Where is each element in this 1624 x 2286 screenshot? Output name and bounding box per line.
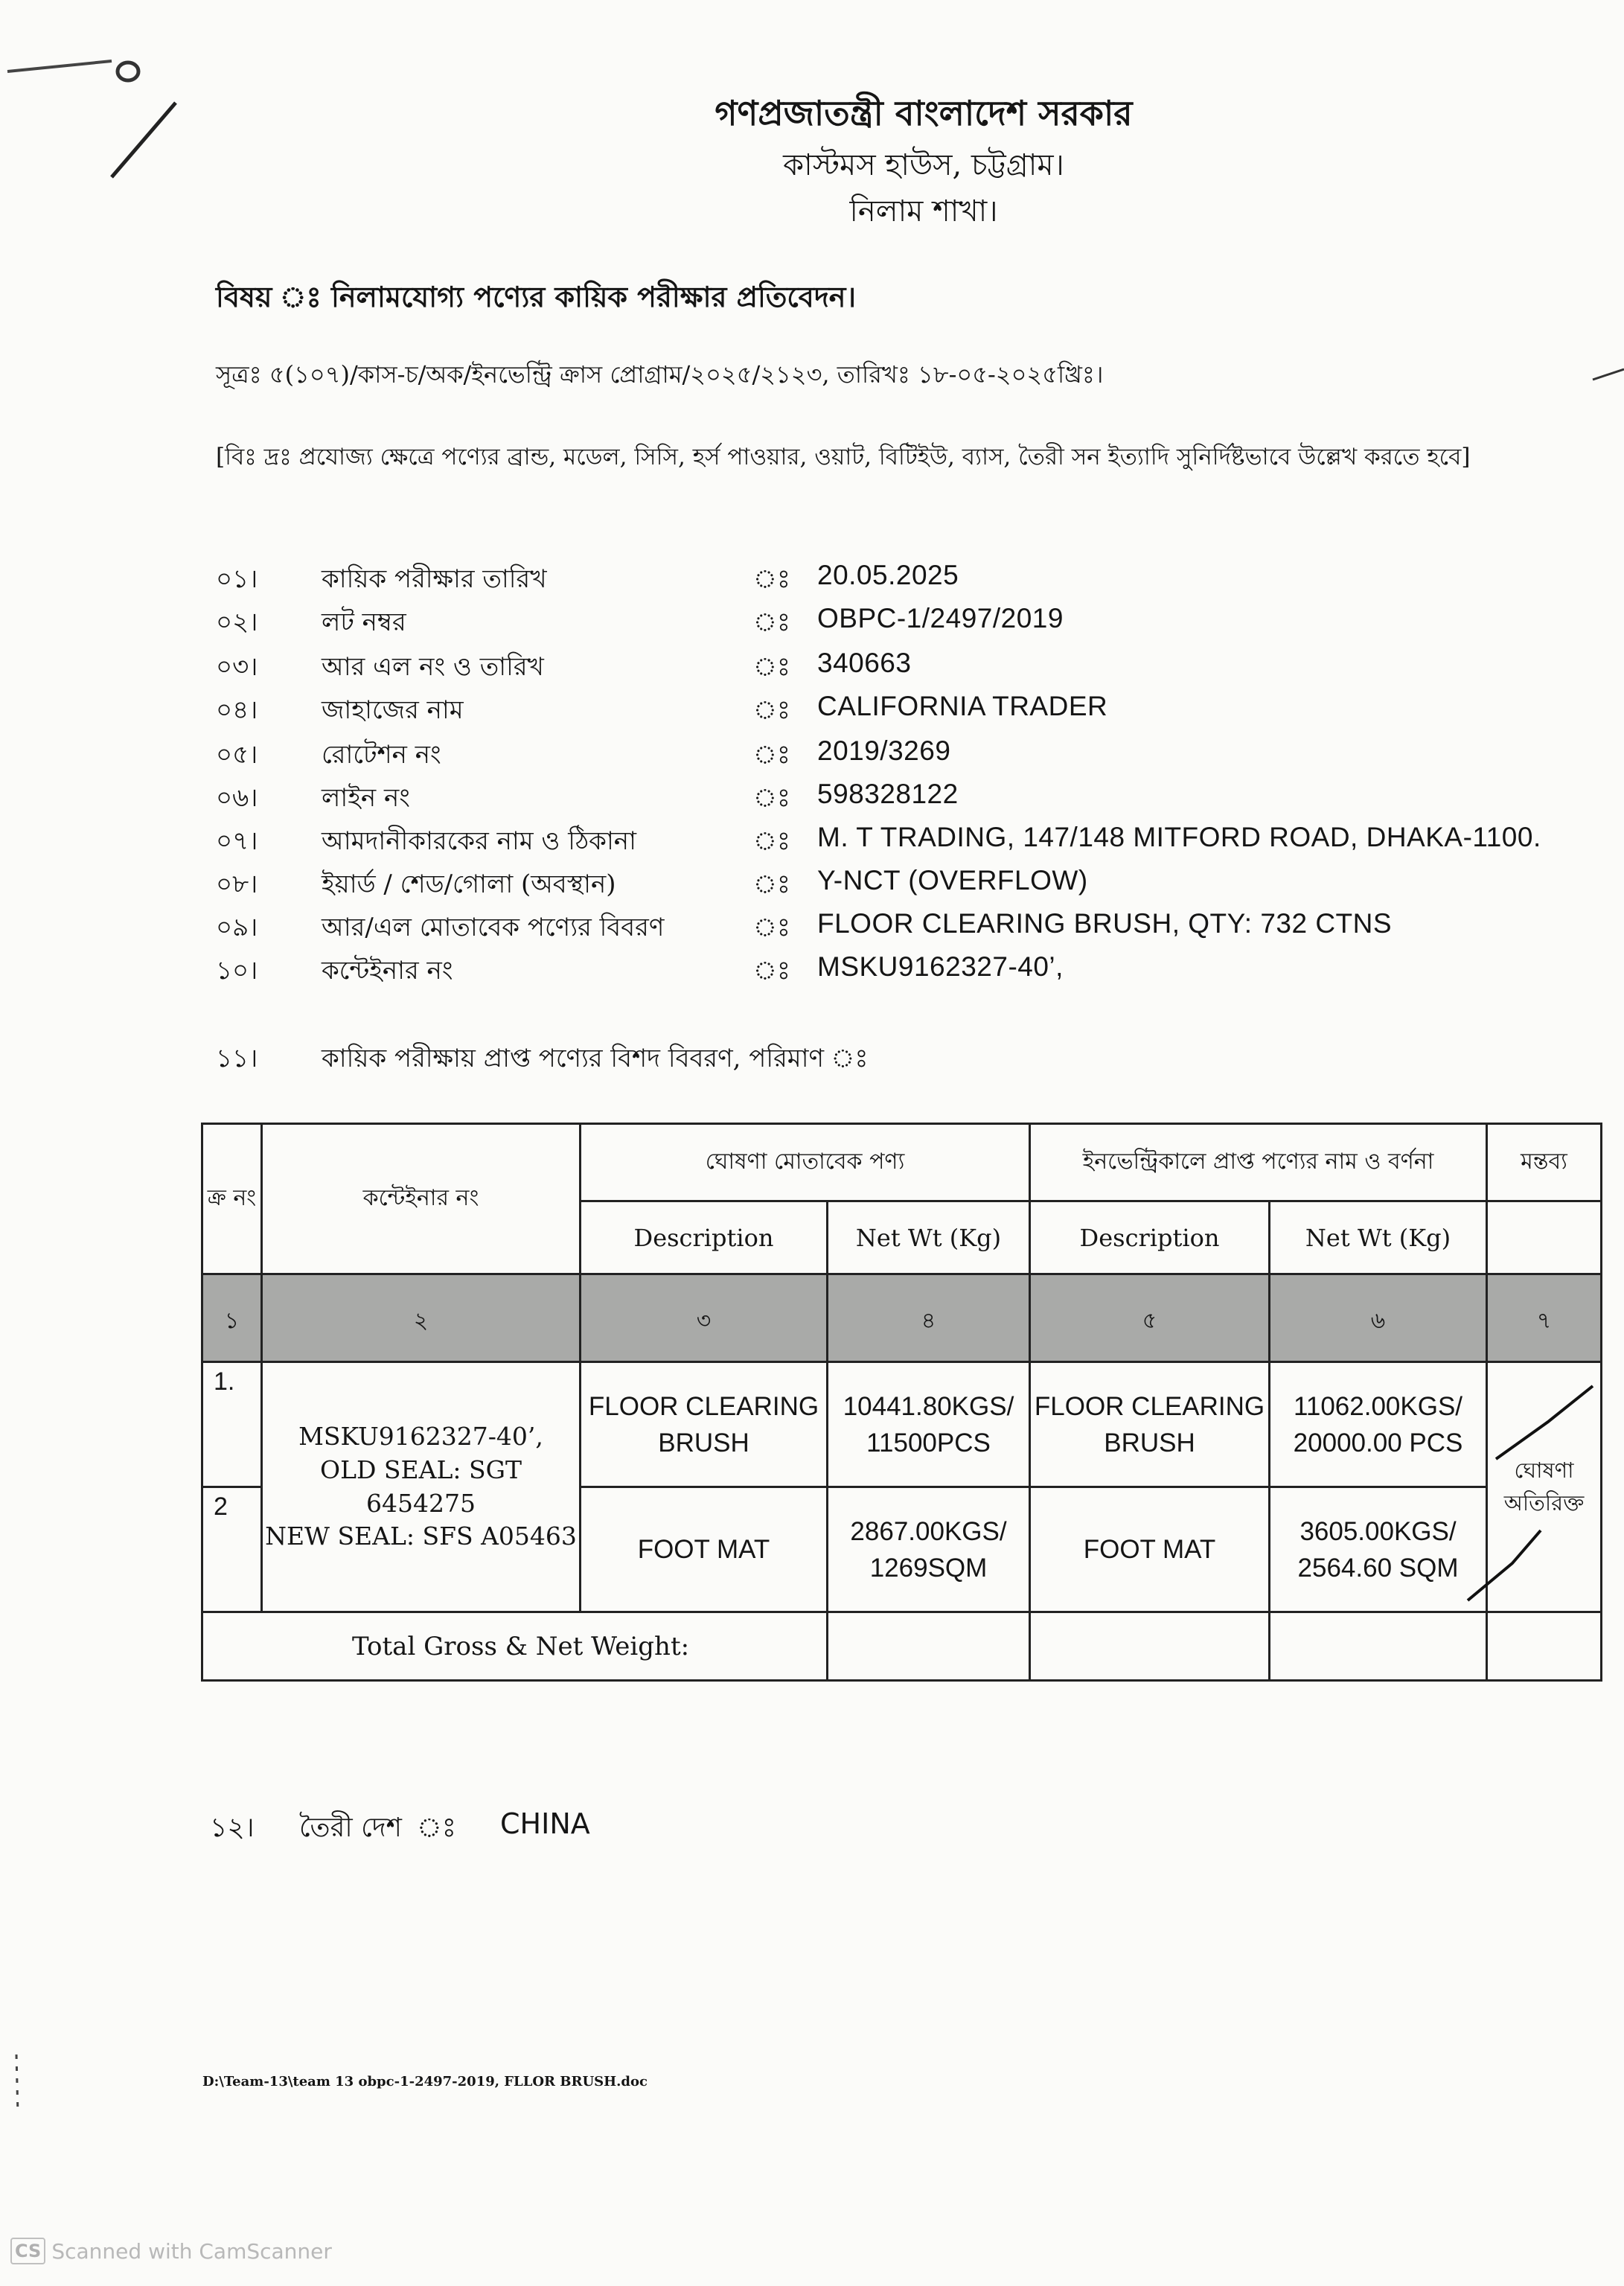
found-description: FLOOR CLEARING BRUSH <box>1030 1362 1270 1487</box>
header-declared: ঘোষণা মোতাবেক পণ্য <box>581 1124 1030 1201</box>
field-value: 2019/3269 <box>817 735 951 766</box>
index-cell: ১ <box>202 1274 262 1362</box>
field-colon: ঃ <box>753 652 790 682</box>
remark-check-bottom <box>1468 1530 1541 1600</box>
field-colon: ঃ <box>753 956 790 986</box>
field-colon: ঃ <box>753 695 790 725</box>
field-number: ০৮। <box>216 869 258 899</box>
row-serial: 2 <box>202 1487 262 1612</box>
field-value: 20.05.2025 <box>817 560 959 590</box>
header-remarks: মন্তব্য <box>1487 1124 1602 1201</box>
declared-description: FLOOR CLEARING BRUSH <box>581 1362 828 1487</box>
field-label: আর এল নং ও তারিখ <box>322 652 544 682</box>
row-serial: 1. <box>202 1362 262 1487</box>
remark-check-top <box>1496 1386 1593 1459</box>
found-net-weight: 3605.00KGS/ 2564.60 SQM <box>1270 1487 1487 1612</box>
branch-name: নিলাম শাখা। <box>849 194 998 229</box>
office-name: কাস্টমস হাউস, চট্টগ্রাম। <box>783 148 1064 182</box>
total-label: Total Gross & Net Weight: <box>202 1612 828 1681</box>
field-number: ০১। <box>216 564 258 594</box>
field-label: আমদানীকারকের নাম ও ঠিকানা <box>322 826 636 856</box>
field-label: লাইন নং <box>322 783 410 813</box>
field-number: ০৩। <box>216 652 258 682</box>
old-seal: OLD SEAL: SGT 6454275 <box>320 1455 522 1518</box>
header-found: ইনভেন্ট্রিকালে প্রাপ্ত পণ্যের নাম ও বর্ণনা <box>1030 1124 1487 1201</box>
field-value: MSKU9162327-40’, <box>817 951 1064 982</box>
field-label: জাহাজের নাম <box>322 695 464 725</box>
index-cell: ৬ <box>1270 1274 1487 1362</box>
field-value: FLOOR CLEARING BRUSH, QTY: 732 CTNS <box>817 908 1393 939</box>
note-line: [বিঃ দ্রঃ প্রযোজ্য ক্ষেত্রে পণ্যের ব্রান্ড, মডেল, সিসি, হর্স পাওয়ার, ওয়াট, বিটিইউ, ব্যাস, তৈরী সন ইত্যাদি সুনির্দিষ্টভাবে উল্লেখ করতে হবে] <box>216 444 1471 470</box>
margin-tick <box>1593 369 1624 380</box>
country-of-origin-value: CHINA <box>500 1807 590 1840</box>
header-found-netwt: Net Wt (Kg) <box>1270 1201 1487 1274</box>
index-cell: ৪ <box>828 1274 1030 1362</box>
field-number: ০৪। <box>216 695 258 725</box>
index-cell: ৩ <box>581 1274 828 1362</box>
pen-stroke <box>112 103 176 177</box>
declared-net-weight: 10441.80KGS/ 11500PCS <box>828 1362 1030 1487</box>
field-colon: ঃ <box>753 564 790 594</box>
field-number: ০২। <box>216 607 258 637</box>
field-label: লট নম্বর <box>322 607 406 637</box>
field-value: Y-NCT (OVERFLOW) <box>817 865 1088 895</box>
header-container: কন্টেইনার নং <box>262 1124 581 1274</box>
field-colon: ঃ <box>753 826 790 856</box>
government-title: গণপ্রজাতন্ত্রী বাংলাদেশ সরকার <box>715 93 1133 133</box>
found-description: FOOT MAT <box>1030 1487 1270 1612</box>
declared-net-weight: 2867.00KGS/ 1269SQM <box>828 1487 1030 1612</box>
field-colon: ঃ <box>753 740 790 770</box>
margin-dash <box>16 2054 18 2114</box>
field-value: M. T TRADING, 147/148 MITFORD ROAD, DHAKA-1100. <box>817 822 1541 852</box>
field-number: ০৬। <box>216 783 258 813</box>
remark-text: ঘোষণা অতিরিক্ত <box>1503 1458 1585 1516</box>
header-found-description: Description <box>1030 1201 1270 1274</box>
field-number: ০৫। <box>216 740 258 770</box>
new-seal: NEW SEAL: SFS A05463 <box>265 1522 577 1551</box>
field-label: রোটেশন নং <box>322 740 441 770</box>
header-declared-description: Description <box>581 1201 828 1274</box>
field-value: OBPC-1/2497/2019 <box>817 603 1064 633</box>
field-label: আর/এল মোতাবেক পণ্যের বিবরণ <box>322 913 665 942</box>
index-cell: ৭ <box>1487 1274 1602 1362</box>
container-number: MSKU9162327-40’, <box>298 1422 543 1452</box>
field-number: ০৯। <box>216 913 258 942</box>
subject-line: বিষয় ঃ নিলামযোগ্য পণ্যের কায়িক পরীক্ষার প্রতিবেদন। <box>216 280 857 313</box>
field-label: কায়িক পরীক্ষার তারিখ <box>322 564 547 594</box>
staple-mark <box>7 61 112 71</box>
country-of-origin-label: তৈরী দেশ <box>299 1813 402 1843</box>
section-12-colon: ঃ <box>417 1813 456 1843</box>
field-colon: ঃ <box>753 869 790 899</box>
found-net-weight: 11062.00KGS/ 20000.00 PCS <box>1270 1362 1487 1487</box>
watermark-text: Scanned with CamScanner <box>51 2238 332 2264</box>
section-12-number: ১২। <box>210 1813 255 1843</box>
reference-line: সূত্রঃ ৫(১০৭)/কাস-চ/অক/ইনভেন্ট্রি ক্রাস প্রোগ্রাম/২০২৫/২১২৩, তারিখঃ ১৮-০৫-২০২৫খ্রিঃ। <box>216 360 1104 389</box>
index-cell: ৫ <box>1030 1274 1270 1362</box>
field-value: CALIFORNIA TRADER <box>817 691 1108 721</box>
declared-description: FOOT MAT <box>581 1487 828 1612</box>
header-declared-netwt: Net Wt (Kg) <box>828 1201 1030 1274</box>
field-colon: ঃ <box>753 783 790 813</box>
field-value: 340663 <box>817 648 912 678</box>
field-number: ০৭। <box>216 826 258 856</box>
field-label: ইয়ার্ড / শেড/গোলা (অবস্থান) <box>322 869 616 899</box>
field-colon: ঃ <box>753 607 790 637</box>
section-11-number: ১১। <box>216 1044 258 1073</box>
field-label: কন্টেইনার নং <box>322 956 453 986</box>
file-path: D:\Team-13\team 13 obpc-1-2497-2019, FLLOR BRUSH.doc <box>202 2074 648 2089</box>
field-colon: ঃ <box>753 913 790 942</box>
field-value: 598328122 <box>817 779 959 809</box>
field-number: ১০। <box>216 956 258 986</box>
header-serial: ক্র নং <box>202 1124 262 1274</box>
section-11-label: কায়িক পরীক্ষায় প্রাপ্ত পণ্যের বিশদ বিবরণ, পরিমাণ ঃ <box>322 1044 869 1073</box>
camscanner-logo: CS <box>10 2238 45 2264</box>
staple-hole <box>118 63 138 80</box>
index-cell: ২ <box>262 1274 581 1362</box>
